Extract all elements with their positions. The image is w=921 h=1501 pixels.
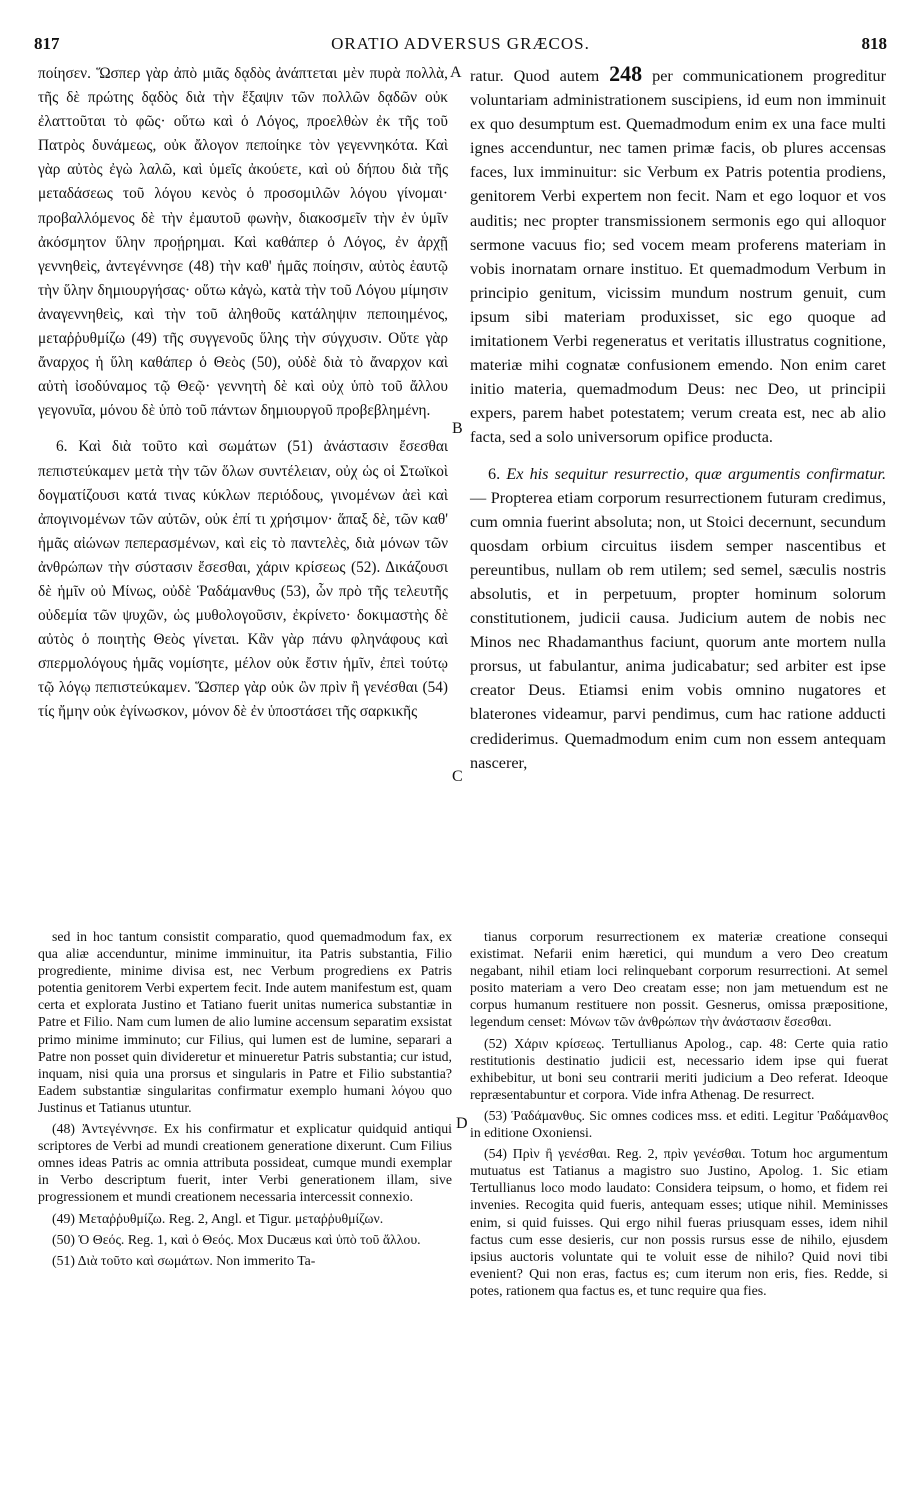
running-title: ORATIO ADVERSUS GRÆCOS. bbox=[331, 34, 590, 53]
margin-marker-a: A bbox=[450, 64, 462, 81]
page-header bbox=[0, 34, 921, 58]
latin-column bbox=[470, 62, 886, 787]
latin-paragraph: ratur. Quod autem 248 per communicationem progreditur voluntariam administrationem suscipiens, id eum non imminuit ex quo desumptum est. Quemadmodum enim ex una face multi ignes accenduntur, nec tamen primæ facis, ob plures accensas faces, lux imminuitur: sic Verbum ex Patris potentia prodiens, genitorem Verbi expertem non fecit. Nam et ego loquor et vos auditis; nec propter transmissionem sermonis ego qui alloquor sermone vacuus fio; sed vocem meam proferens materiam in vobis inornatam ornare instituo. Et quemadmodum Verbum in principio genitum, vicissim mundum nostrum genuit, cum ipsum sibi materiam produxisset, sic ego quoque ad imitationem Verbi regeneratus et veritatis illustratus cognitione, materiæ mihi cognatæ confusionem emendo. Non enim caret initio materia, quemadmodum Deus: nec Deo, ut principii expers, parem habet potestatem; verum creata est, nec ab alio facta, sed a solo universorum opifice producta. bbox=[470, 61, 887, 447]
page-number-left: 817 bbox=[34, 34, 60, 53]
greek-paragraph: 6. Καὶ διὰ τοῦτο καὶ σωμάτων (51) ἀνάστασιν ἔσεσθαι πεπιστεύκαμεν μετὰ τὴν τῶν ὅλων συντέλειαν, οὐχ ὡς οἱ Στωϊκοὶ δογματίζουσι κατά τινας κύκλων περιόδους, γινομένων ἀεὶ καὶ ἀπογινομένων τῶν αὐτῶν, οὐκ ἐπί τι χρήσιμον· ἅπαξ δὲ, τῶν καθ' ἡμᾶς αἰώνων πεπερασμένων, καὶ εἰς τὸ παντελὲς, διὰ μόνων τῶν ἀνθρώπων τὴν σύστασιν ἔσεσθαι, χάριν κρίσεως (52). Δικάζουσι δὲ ἡμῖν οὐ Μίνως, οὐδὲ Ῥαδάμανθυς (53), ὧν πρὸ τῆς τελευτῆς οὐδεμία τῶν ψυχῶν, ὡς μυθολογοῦσιν, ἐκρίνετο· δοκιμαστὴς δὲ αὐτὸς ὁ ποιητὴς Θεὸς γίνεται. Κἂν γὰρ πάνυ φληνάφους καὶ σπερμολόγους ἡμᾶς νομίσητε, μέλον οὐκ ἔστιν ἡμῖν, ἐπεὶ τούτῳ τῷ λόγῳ πεπιστεύκαμεν. Ὥσπερ γὰρ οὐκ ὢν πρὶν ἢ γενέσθαι (54) τίς ἤμην οὐκ ἐγίνωσκον, μόνον δὲ ἐν ὑποστάσει τῆς σαρκικῆς bbox=[38, 438, 448, 721]
greek-paragraph: ποίησεν. Ὥσπερ γὰρ ἀπὸ μιᾶς δᾳδὸς ἀνάπτεται μὲν πυρὰ πολλὰ, τῆς δὲ πρώτης δᾳδὸς διὰ τὴν ἔξαψιν τῶν πολλῶν δᾳδῶν οὐκ ἐλαττοῦται τὸ φῶς· οὕτω καὶ ὁ Λόγος, προελθὼν ἐκ τῆς τοῦ Πατρὸς δυνάμεως, οὐκ ἄλογον πεποίηκε τὸν γεγεννηκότα. Καὶ γὰρ αὐτὸς ἐγὼ λαλῶ, καὶ ὑμεῖς ἀκούετε, καὶ οὐ δήπου διὰ τῆς μεταδάσεως τοῦ λόγου κενὸς ὁ προσομιλῶν λόγου γίνομαι· προβαλλόμενος δὲ τὴν ἐμαυτοῦ φωνὴν, διακοσμεῖν τὴν ἐν ὑμῖν ἀκόσμητον ὕλην προῄρημαι. Καὶ καθάπερ ὁ Λόγος, ἐν ἀρχῇ γεννηθεὶς, ἀντεγέννησε (48) τὴν καθ' ἡμᾶς ποίησιν, αὐτὸς ἑαυτῷ τὴν ὕλην δημιουργήσας· οὕτω κἀγὼ, κατὰ τὴν τοῦ Λόγου μίμησιν ἀναγεννηθεὶς, καὶ τὴν τοῦ ἀληθοῦς κατάληψιν πεποιημένος, μεταῤῥυθμίζω (49) τῆς συγγενοῦς ὕλης τὴν σύγχυσιν. Οὔτε γὰρ ἄναρχος ἡ ὕλη καθάπερ ὁ Θεὸς (50), οὐδὲ διὰ τὸ ἄναρχον καὶ αὐτὴ ἰσοδύναμος τῷ Θεῷ· γεννητὴ δὲ καὶ οὐχ ὑπὸ τοῦ ἄλλου γεγονυῖα, μόνου δὲ ὑπὸ τοῦ πάντων δημιουργοῦ προβεβλημένη. bbox=[38, 65, 448, 420]
footnote: (52) Χάριν κρίσεως. Tertullianus Apolog., cap. 48: Certe quia ratio restitutionis destinatio judicii est, necessario idem ipse qui fuerat exhibebitur, ut boni seu contrarii meriti judicium a Deo referat. Ideoque repræsentabuntur et corpora. Vide infra Athenag. De resurrect. bbox=[470, 1035, 888, 1102]
footnote: (49) Μεταῤῥυθμίζω. Reg. 2, Angl. et Tigur. μεταῤῥυθμίζων. bbox=[52, 1210, 384, 1226]
margin-marker-c: C bbox=[452, 768, 463, 785]
latin-paragraph: 6. Ex his sequitur resurrectio, quæ argumentis confirmatur. — Propterea etiam corporum resurrectionem futuram credimus, cum omnia fuerint absoluta; non, ut Stoici decernunt, secundum quosdam orbium circuitus iisdem semper nascentibus et pereuntibus, nullam ob rem utilem; sed semel, sæculis nostris absolutis, et in perpetuum, propter hominum solorum constitutionem, judicii causa. Judicium autem de nobis nec Minos nec Rhadamanthus faciunt, quorum ante mortem nulla prorsus, ut fabulantur, anima judicabatur; sed arbiter est ipse creator Deus. Etiamsi enim vobis omnino nugatores et blaterones videamur, parvi pendimus, cum hac ratione adducti crediderimus. Quemadmodum enim cum non essem antequam nascerer, bbox=[470, 464, 887, 772]
footnote: (53) Ῥαδάμανθυς. Sic omnes codices mss. et editi. Legitur Ῥαδάμανθος in editione Oxoniensi. bbox=[470, 1107, 888, 1141]
footnote: (54) Πρὶν ἢ γενέσθαι. Reg. 2, πρὶν γενέσθαι. Totum hoc argumentum mutuatus est Tatianus a magistro suo Justino, Apolog. 1. Sic etiam Tertullianus loco modo laudato: Considera teipsum, o homo, et fidem rei invenies. Recogita quid fueris, antequam esses; utique nihil. Meminisses enim, si quid fuisses. Qui ergo nihil fueras priusquam esses, idem nihil factus cum esse desieris, cur non possis rursus esse de nihilo, ejusdem ipsius auctoris voluntate qui te voluit esse de nihilo? Quid novi tibi evenient? Qui non eras, factus es; cum iterum non eris, fies. Redde, si potes, rationem qua factus es, et tunc require qua fies. bbox=[470, 1146, 888, 1298]
section-title: Ex his sequitur resurrectio, quæ argumentis confirmatur. bbox=[506, 464, 887, 483]
footnote: (50) Ὁ Θεός. Reg. 1, καὶ ὁ Θεός. Mox Ducæus καὶ ὑπὸ τοῦ ἄλλου. bbox=[52, 1231, 421, 1247]
footnotes-left bbox=[38, 928, 452, 1273]
margin-marker-b: B bbox=[452, 420, 463, 437]
footnote: tianus corporum resurrectionem ex materiæ creatione consequi existimat. Nefarii enim hæretici, qui mundum a vero Deo creatum negabant, nihil etiam loci relinquebant corporum resurrectioni. At semel posito materiam a vero Deo creatam esse; non jam metuendum est ne corpus humanum restituere non possit. Gesnerus, omissa præpositione, legendum censet: Μόνων τῶν ἀνθρώπων τὴν ἀνάστασιν ἔσεσθαι. bbox=[470, 929, 888, 1030]
margin-marker-d: D bbox=[456, 1115, 468, 1132]
greek-column bbox=[38, 62, 448, 737]
footnotes-right bbox=[470, 928, 888, 1303]
footnote: sed in hoc tantum consistit comparatio, quod quemadmodum fax, ex qua aliæ accenduntur, minime imminuitur, ita Patris substantia, Filio progrediente, minime divisa est, nec Verbum progrediens ex Patris potentia genitorem Verbi expertem fecit. Inde autem manifestum est, quam certa et explorata Justino et Tatiano fuerit unitas numerica substantiæ in Patre et Filio. Nam cum lumen de alio lumine accensum separatim exsistat primo minime imminuto; cur Filius, qui lumen est de lumine, separari a Patre non posset quin divideretur et minueretur Patris substantia; cur istud, inquam, nisi quia una prorsus et singularis in Patre et Filio substantia? Eadem substantiæ singularitas confirmatur exemplo humani λόγου quo Justinus et Tatianus utuntur. bbox=[38, 929, 452, 1115]
footnote: (51) Διὰ τοῦτο καὶ σωμάτων. Non immerito Ta- bbox=[52, 1252, 316, 1268]
page-number-right: 818 bbox=[861, 34, 887, 53]
footnote: (48) Ἀντεγέννησε. Ex his confirmatur et explicatur quidquid antiqui scriptores de Verbi ad mundi creationem generatione dixerunt. Cum Filius omnes ideas Patris ac omnia attributa possideat, cumque mundi exemplar in Verbo descriptum fuerit, inter Verbi generationem illam, sive progressionem et mundi creationem necessaria intercessit connexio. bbox=[38, 1121, 452, 1205]
column-number: 248 bbox=[609, 61, 643, 86]
